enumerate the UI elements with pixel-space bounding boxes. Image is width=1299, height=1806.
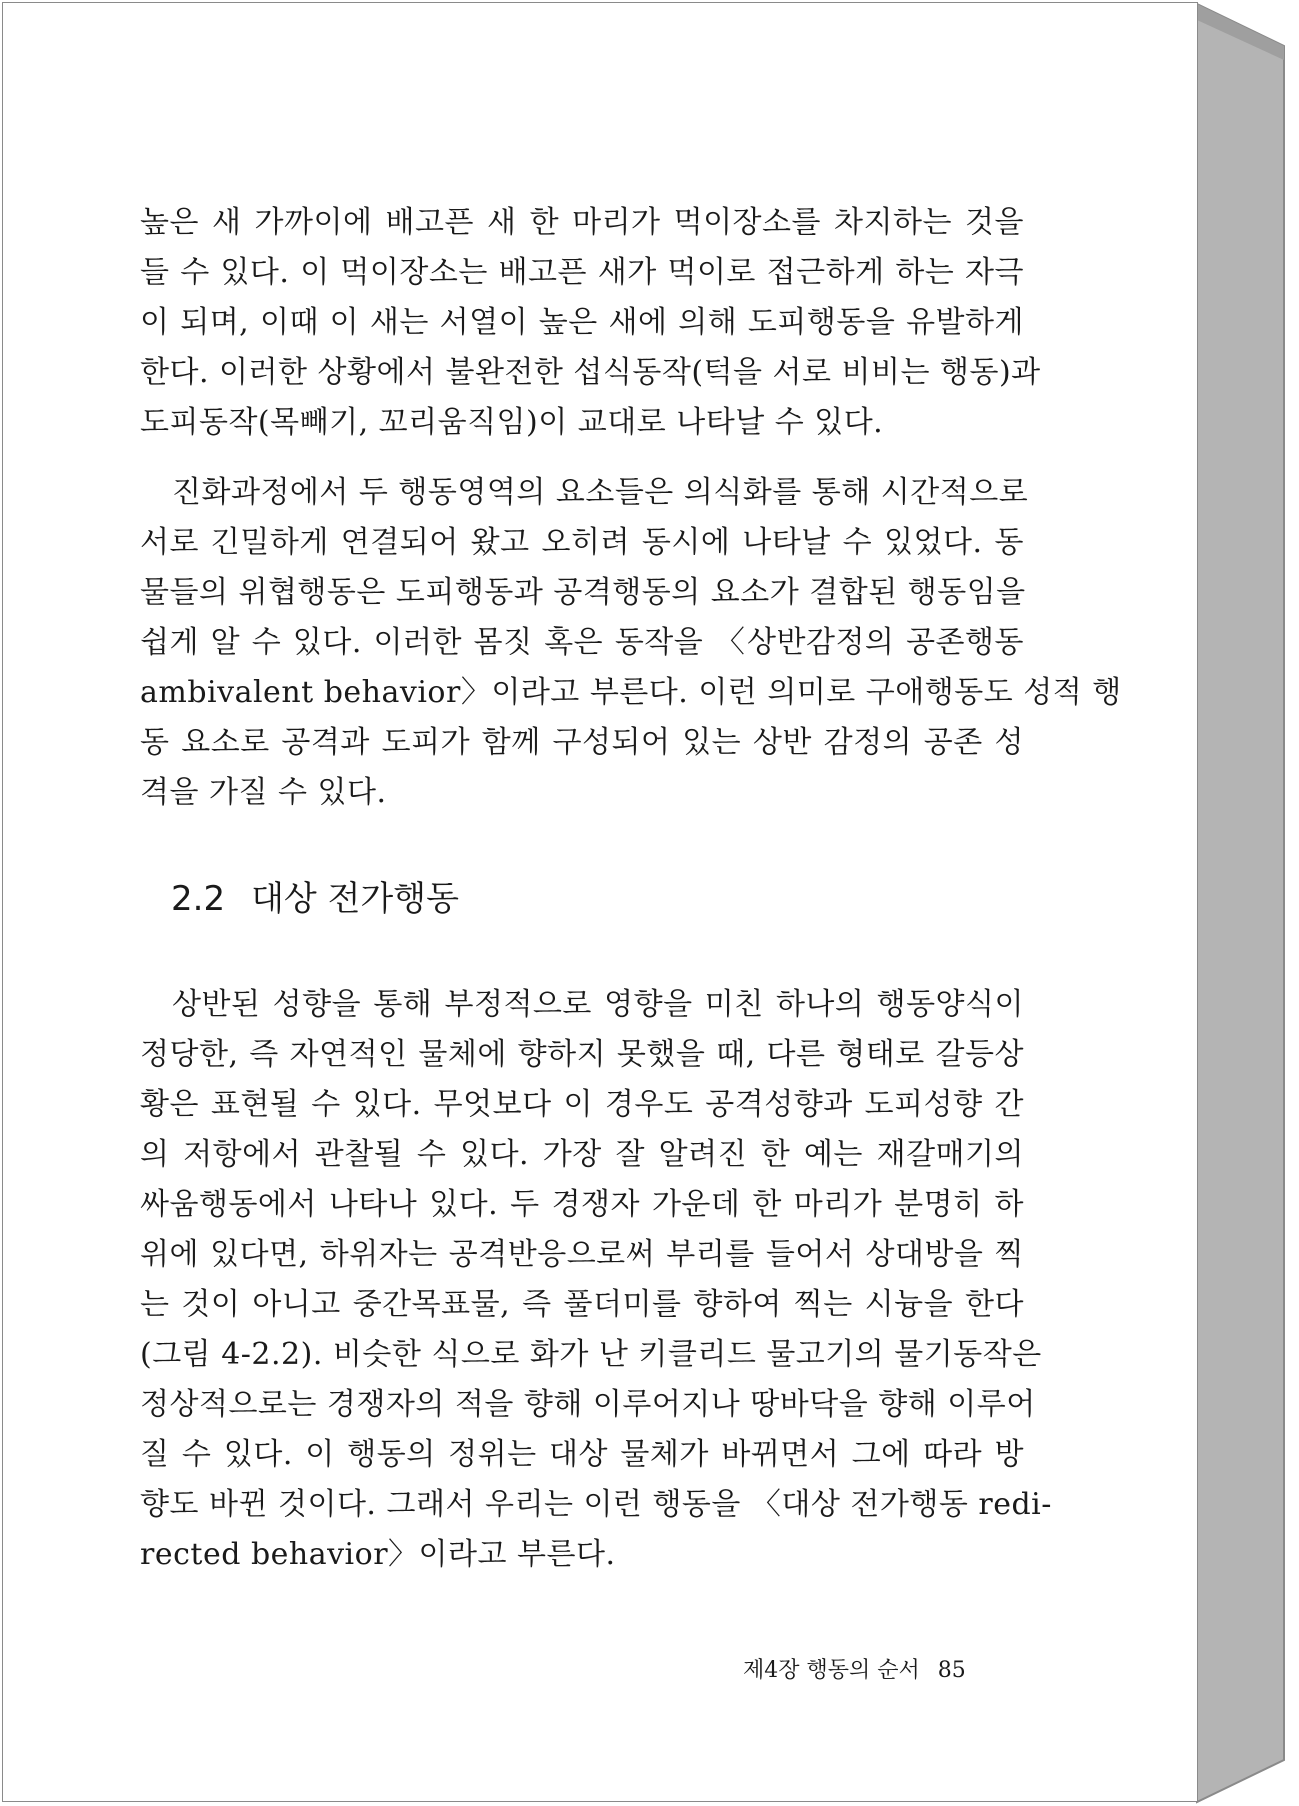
- text-line: 쉽게 알 수 있다. 이러한 몸짓 혹은 동작을 〈상반감정의 공존행동: [140, 625, 1024, 660]
- paragraph-3: [140, 980, 1052, 1580]
- text-line: 싸움행동에서 나타나 있다. 두 경쟁자 가운데 한 마리가 분명히 하: [140, 1187, 1024, 1222]
- text-line: (그림 4-2.2). 비슷한 식으로 화가 난 키클리드 물고기의 물기동작은: [140, 1337, 1042, 1372]
- paragraph-1: [140, 198, 1041, 448]
- text-line: 이 되며, 이때 이 새는 서열이 높은 새에 의해 도피행동을 유발하게: [140, 305, 1024, 340]
- text-line: 도피동작(목빼기, 꼬리움직임)이 교대로 나타날 수 있다.: [140, 405, 884, 440]
- text-line: 는 것이 아니고 중간목표물, 즉 풀더미를 향하여 찍는 시늉을 한다: [140, 1287, 1024, 1322]
- text-line: 황은 표현될 수 있다. 무엇보다 이 경우도 공격성향과 도피성향 간: [140, 1087, 1024, 1122]
- paragraph-2: [140, 468, 1122, 818]
- text-line: 질 수 있다. 이 행동의 정위는 대상 물체가 바뀌면서 그에 따라 방: [140, 1437, 1024, 1472]
- text-line: 서로 긴밀하게 연결되어 왔고 오히려 동시에 나타날 수 있었다. 동: [140, 525, 1024, 560]
- text-line: 상반된 성향을 통해 부정적으로 영향을 미친 하나의 행동양식이: [172, 987, 1024, 1022]
- text-line: 위에 있다면, 하위자는 공격반응으로써 부리를 들어서 상대방을 찍: [140, 1237, 1024, 1272]
- text-line: 격을 가질 수 있다.: [140, 775, 387, 810]
- text-line: ambivalent behavior〉이라고 부른다. 이런 의미로 구애행동도 성적 행: [140, 675, 1122, 710]
- text-line: 들 수 있다. 이 먹이장소는 배고픈 새가 먹이로 접근하게 하는 자극: [140, 255, 1024, 290]
- text-line: 진화과정에서 두 행동영역의 요소들은 의식화를 통해 시간적으로: [172, 475, 1029, 510]
- text-line: 정당한, 즉 자연적인 물체에 향하지 못했을 때, 다른 형태로 갈등상: [140, 1037, 1024, 1072]
- page-footer: [743, 1653, 966, 1684]
- chapter-title: 제4장 행동의 순서: [743, 1658, 920, 1683]
- text-line: 동 요소로 공격과 도피가 함께 구성되어 있는 상반 감정의 공존 성: [140, 725, 1024, 760]
- text-line: 물들의 위협행동은 도피행동과 공격행동의 요소가 결합된 행동임을: [140, 575, 1026, 610]
- text-line: 한다. 이러한 상황에서 불완전한 섭식동작(턱을 서로 비비는 행동)과: [140, 355, 1041, 390]
- book-page: [3, 3, 1197, 1801]
- text-line: 향도 바뀐 것이다. 그래서 우리는 이런 행동을 〈대상 전가행동 redi-: [140, 1487, 1052, 1522]
- page-number: 85: [937, 1658, 966, 1683]
- text-line: 정상적으로는 경쟁자의 적을 향해 이루어지나 땅바닥을 향해 이루어: [140, 1387, 1036, 1422]
- section-heading: [171, 871, 459, 920]
- text-line: rected behavior〉이라고 부른다.: [140, 1537, 616, 1572]
- section-number: 2.2: [171, 879, 226, 919]
- text-line: 높은 새 가까이에 배고픈 새 한 마리가 먹이장소를 차지하는 것을: [140, 205, 1024, 240]
- section-title: 대상 전가행동: [251, 879, 459, 919]
- text-line: 의 저항에서 관찰될 수 있다. 가장 잘 알려진 한 예는 재갈매기의: [140, 1137, 1024, 1172]
